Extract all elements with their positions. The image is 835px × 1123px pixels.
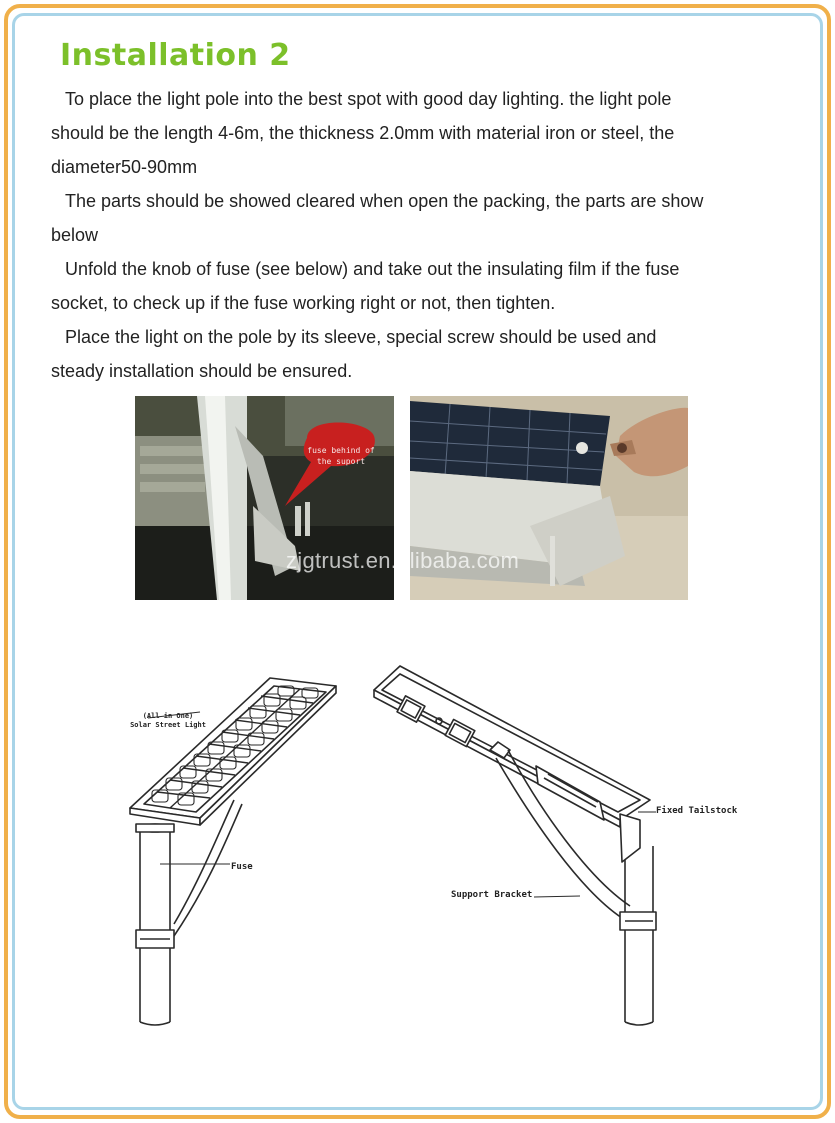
- paragraph-pole-spec: To place the light pole into the best spot with good day lighting. the light pole should be the length 4-6m, the thickness 2.0mm with material iron or steel, the diameter50-90mm: [51, 89, 675, 177]
- paragraph-fuse: Unfold the knob of fuse (see below) and take out the insulating film if the fuse socket, to check up if the fuse working right or not, then tighten.: [51, 259, 680, 313]
- label-fuse: Fuse: [231, 862, 253, 872]
- right-diagram-lamp: [374, 666, 656, 1025]
- instruction-text: [51, 82, 711, 388]
- label-all-in-one-line-1: (All in One): [142, 712, 194, 720]
- paragraph-parts: The parts should be showed cleared when open the packing, the parts are show below: [51, 191, 704, 245]
- label-all-in-one-line-2: Solar Street Light: [130, 721, 206, 729]
- left-diagram-lamp: [130, 678, 336, 1025]
- paragraph-mounting: Place the light on the pole by its sleeve, special screw should be used and steady installation should be ensured.: [51, 327, 657, 381]
- photo-callout: [305, 445, 377, 467]
- page-title: Installation 2: [60, 38, 291, 73]
- label-all-in-one: [128, 712, 208, 730]
- label-fixed-tailstock: Fixed Tailstock: [656, 806, 738, 816]
- label-support-bracket: Support Bracket: [451, 890, 533, 900]
- callout-line-1: fuse behind of: [307, 446, 375, 455]
- callout-line-2: the suport: [316, 457, 366, 466]
- watermark: zjgtrust.en.alibaba.com: [286, 548, 520, 573]
- installation-diagram: [100, 650, 760, 1035]
